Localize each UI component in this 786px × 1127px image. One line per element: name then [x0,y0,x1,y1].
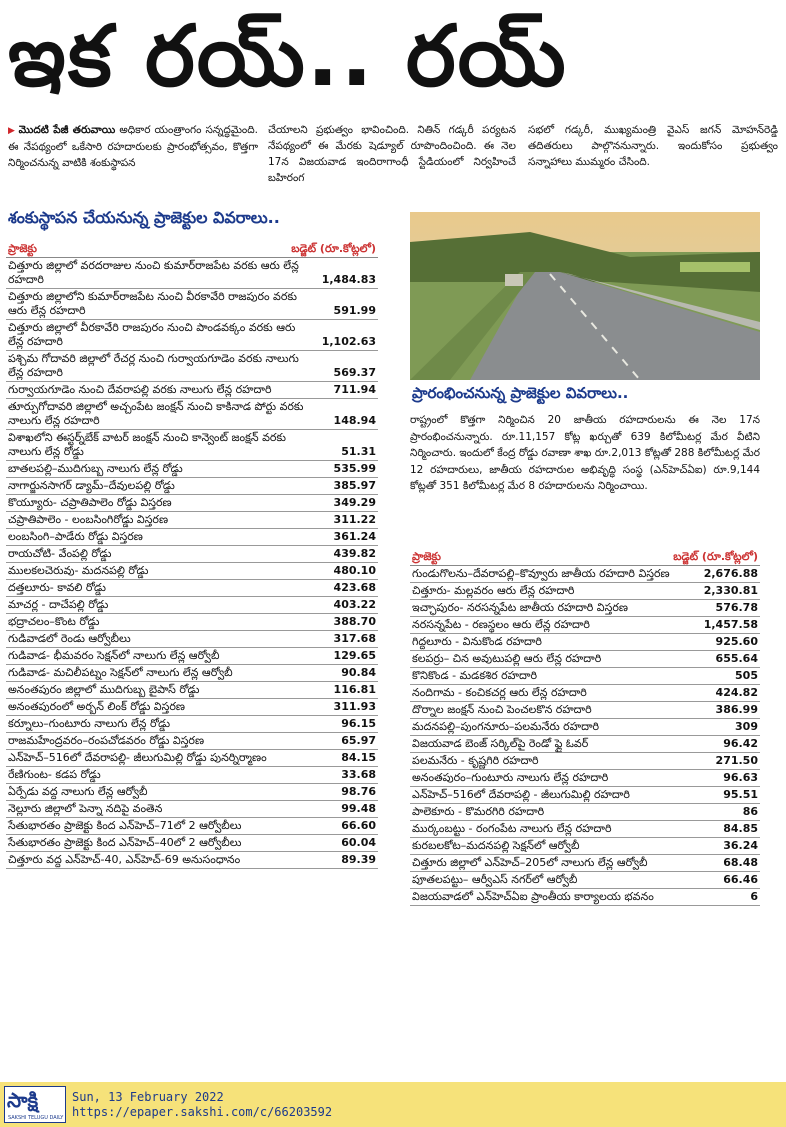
budget-value: 655.64 [715,652,758,665]
budget-value: 388.70 [333,615,376,628]
table-row [6,597,378,614]
project-name: లంబసింగి–పాడేరు రోడ్డు విస్తరణ [8,530,143,543]
project-name: బాతలపల్లి–ముదిగుబ్బ నాలుగు లేన్ల రోడ్డు [8,462,183,475]
budget-value: 2,676.88 [703,567,758,580]
project-name: పలమనేరు - కృష్ణగిరి రహదారి [412,754,539,767]
table-row [6,699,378,716]
budget-value: 36.24 [723,839,758,852]
project-name: చిత్తూరు జిల్లాలోని కుమార్‌రాజపేట నుంచి వీరకావేరి రాజపురం వరకు ఆరు లేన్ల రహదారి [8,290,297,317]
table-row [6,563,378,580]
intro-column-3: సభలో గడ్కరీ, ముఖ్యమంత్రి వైఎస్‌ జగన్‌ మోహన్‌రెడ్డి తదితరులు పాల్గొననున్నారు. ఇందుకోసం ప్రభుత్వం సన్నాహాలు ముమ్మరం చేసింది. [528,124,778,168]
table-row [410,838,760,855]
project-name: అనంతపురం–గుంటూరు నాలుగు లేన్ల రహదారి [412,771,609,784]
project-name: ఇచ్ఛాపురం- నరసన్నపేట జాతీయ రహదారి విస్తరణ [412,601,628,614]
budget-value: 271.50 [715,754,758,767]
budget-value: 86 [742,805,758,818]
budget-value: 576.78 [715,601,758,614]
table-row [6,733,378,750]
inauguration-projects-title: ప్రారంభించనున్న ప్రాజెక్టుల వివరాలు.. [412,384,629,402]
budget-value: 148.94 [333,414,376,427]
project-name: రాజమహేంద్రవరం–రంపచోడవరం రోడ్డు విస్తరణ [8,734,205,747]
table-header [6,240,378,258]
project-name: కొనికొండ - మడకశిర రహదారి [412,669,537,682]
table-row [410,634,760,651]
project-name: రేణిగుంట- కడప రోడ్డు [8,768,101,781]
table-row [410,753,760,770]
project-name: చిత్తూరు- మల్లవరం ఆరు లేన్ల రహదారి [412,584,575,597]
project-name: చిత్తూరు వద్ద ఎన్‌హెచ్‌-40, ఎన్‌హెచ్‌-69 అనుసంధానం [8,853,241,866]
table-row [410,583,760,600]
table-row [6,750,378,767]
table-row [6,461,378,478]
budget-value: 505 [735,669,758,682]
table-row [410,872,760,889]
project-name: గుండుగొలను–దేవరాపల్లి–కొవ్వూరు జాతీయ రహదారి విస్తరణ [412,567,670,580]
table-row [6,631,378,648]
budget-value: 480.10 [333,564,376,577]
col-budget-header: బడ్జెట్‌ (రూ.కోట్లలో) [673,550,758,563]
budget-value: 84.15 [341,751,376,764]
budget-value: 68.48 [723,856,758,869]
highway-photo [410,212,760,380]
project-name: పూతలపట్టు– ఆర్వీఎస్‌ నగర్‌లో ఆర్వోబీ [412,873,578,886]
project-name: గిద్దలూరు - వినుకొండ రహదారి [412,635,542,648]
budget-value: 95.51 [723,788,758,801]
budget-value: 925.60 [715,635,758,648]
table-row [6,648,378,665]
budget-value: 96.63 [723,771,758,784]
project-name: చిత్తూరు జిల్లాలో వీరకావేరి రాజపురం నుంచి పాండవక్కం వరకు ఆరు లేన్ల రహదారి [8,321,296,348]
table-row [410,719,760,736]
table-row [410,787,760,804]
table-row [410,685,760,702]
budget-value: 311.93 [333,700,376,713]
project-name: ములకలచెరువు- మదనపల్లి రోడ్డు [8,564,149,577]
table-row [6,351,378,382]
budget-value: 569.37 [333,366,376,379]
project-name: కర్నూలు–గుంటూరు నాలుగు లేన్ల రోడ్డు [8,717,171,730]
table-row [6,835,378,852]
project-name: పశ్చిమ గోదావరి జిల్లాలో రేచర్ల నుంచి గుర్వాయగూడెం వరకు నాలుగు లేన్ల రహదారి [8,352,299,379]
budget-value: 129.65 [333,649,376,662]
table-row [6,580,378,597]
table-row [410,770,760,787]
budget-value: 423.68 [333,581,376,594]
project-name: విజయవాడలో ఎన్‌హెచ్‌ఏఐ ప్రాంతీయ కార్యాలయ భవనం [412,890,654,903]
budget-value: 591.99 [333,304,376,317]
intro-kicker: మొదటి పేజీ తరువాయి [18,124,116,136]
project-name: భద్రాచలం–కొంట రోడ్డు [8,615,100,628]
col-project-header: ప్రాజెక్టు [8,242,37,255]
budget-value: 711.94 [333,383,376,396]
table-row [410,889,760,906]
table-row [6,665,378,682]
project-name: రాయచోటి- వేంపల్లి రోడ్డు [8,547,112,560]
budget-value: 60.04 [341,836,376,849]
project-name: మాచర్ల - దాచేపల్లి రోడ్డు [8,598,109,611]
triangle-icon: ▶ [8,126,16,136]
intro-column-2: చేయాలని ప్రభుత్వం భావించింది. నితిన్‌ గడ్కరీ పర్యటన నేపథ్యంలో ఈ మేరకు షెడ్యూల్‌ రూపొందించింది. ఈ నెల 17న విజయవాడ ఇందిరాగాంధీ స్టేడియంలో నిర్వహించే బహిరంగ [268,124,516,184]
col-budget-header: బడ్జెట్‌ (రూ.కోట్లలో) [291,242,376,255]
table-row [6,399,378,430]
budget-value: 51.31 [341,445,376,458]
table-row [410,736,760,753]
table-row [6,512,378,529]
table-row [6,614,378,631]
budget-value: 317.68 [333,632,376,645]
project-name: గుడివాడ- మచిలీపట్నం సెక్షన్‌లో నాలుగు లేన్ల ఆర్వోబీ [8,666,233,679]
intro-text-1: అధికార యంత్రాంగం సన్నద్ధమైంది. ఈ నేపథ్యంలో ఒకేసారి రహదారులకు ప్రారంభోత్సవం, కొత్తగా నిర్మించనున్న వాటికి శంకుస్థాపన [8,124,259,169]
project-name: తూర్పుగోదావరి జిల్లాలో అచ్చంపేట జంక్షన్‌ నుంచి కాకినాడ పోర్టు వరకు నాలుగు లేన్ల రహదారి [8,400,304,427]
foundation-projects-table [6,240,378,869]
footer-url[interactable]: https://epaper.sakshi.com/c/66203592 [72,1105,333,1119]
project-name: ఎన్‌హెచ్‌–516లో దేవరాపల్లి- జీలుగుమిల్లి రోడ్డు పునర్నిర్మాణం [8,751,267,764]
budget-value: 89.39 [341,853,376,866]
inauguration-story: రాష్ట్రంలో కొత్తగా నిర్మించిన 20 జాతీయ రహదారులను ఈ నెల 17న ప్రారంభించనున్నారు. రూ.11,157 కోట్ల ఖర్చుతో 639 కిలోమీటర్ల మేర వీటిని నిర్మించారు. ఇందులో కేంద్ర రోడ్డు రవాణా శాఖ రూ.2,013 కోట్లతో 288 కిలోమీటర్ల మేర 12 రహదారులు, జాతీయ రహదారుల అభివృద్ధి సంస్థ (ఎన్‌హెచ్‌ఏఐ) రూ.9,144 కోట్లతో 351 కిలోమీటర్ల మేర 8 రహదారులను నిర్మించాయి. [410,414,760,492]
table-row [6,852,378,869]
project-name: నాగార్జునసాగర్‌ డ్యామ్‌–దేవులపల్లి రోడ్డు [8,479,175,492]
table-row [410,855,760,872]
table-row [6,716,378,733]
table-row [6,495,378,512]
inauguration-projects-table [410,548,760,906]
project-name: ఎన్‌హెచ్‌–516లో దేవరాపల్లి - జీలుగుమిల్లి రహదారి [412,788,630,801]
budget-value: 361.24 [333,530,376,543]
table-row [410,566,760,583]
table-row [6,320,378,351]
project-name: గుర్వాయగూడెం నుంచి దేవరాపల్లి వరకు నాలుగు లేన్ల రహదారి [8,383,272,396]
footer-bar [0,1082,786,1127]
project-name: చప్రాతిపాలెం - లంబసింగిరోడ్డు విస్తరణ [8,513,169,526]
budget-value: 84.85 [723,822,758,835]
intro-column-1 [8,122,258,171]
project-name: ముర్కంబట్టు - రంగంపేట నాలుగు లేన్ల రహదారి [412,822,612,835]
col-project-header: ప్రాజెక్టు [412,550,441,563]
budget-value: 66.60 [341,819,376,832]
project-name: నరసన్నపేట - రణస్థలం ఆరు లేన్ల రహదారి [412,618,590,631]
table-row [6,478,378,495]
logo-text: సాక్షి [7,1088,39,1112]
project-name: గుడివాడ- భీమవరం సెక్షన్‌లో నాలుగు లేన్ల ఆర్వోబీ [8,649,220,662]
sakshi-logo[interactable] [4,1086,66,1123]
project-name: పాలెకూరు - కొమరగిరి రహదారి [412,805,545,818]
budget-value: 99.48 [341,802,376,815]
project-name: నెల్లూరు జిల్లాలో పెన్నా నదిపై వంతెన [8,802,163,815]
project-name: అనంతపురం జిల్లాలో ముదిగుబ్బ బైపాస్‌ రోడ్డు [8,683,200,696]
table-row [6,529,378,546]
project-name: దొర్నాల జంక్షన్‌ నుంచి పెంచలకొన రహదారి [412,703,592,716]
project-name: విజయవాడ బెంజ్‌ సర్కిల్‌పై రెండో ఫ్లై ఓవర్‌ [412,737,589,750]
project-name: సేతుభారతం ప్రాజెక్టు కింద ఎన్‌హెచ్‌–40లో 2 ఆర్వోబీలు [8,836,242,849]
budget-value: 535.99 [333,462,376,475]
table-row [410,617,760,634]
table-row [6,801,378,818]
budget-value: 98.76 [341,785,376,798]
table-row [6,784,378,801]
table-row [410,600,760,617]
budget-value: 349.29 [333,496,376,509]
budget-value: 90.84 [341,666,376,679]
budget-value: 96.42 [723,737,758,750]
budget-value: 309 [735,720,758,733]
project-name: కలపర్రు– చిన అవుటుపల్లి ఆరు లేన్ల రహదారి [412,652,602,665]
project-name: అనంతపురంలో అర్బన్‌ లింక్‌ రోడ్డు విస్తరణ [8,700,185,713]
project-name: ఏర్పేడు వద్ద నాలుగు లేన్ల ఆర్వోబీ [8,785,148,798]
table-row [410,821,760,838]
table-row [6,430,378,461]
headline: ఇక రయ్‌.. రయ్‌ [8,7,568,105]
table-row [6,546,378,563]
foundation-projects-title: శంకుస్థాపన చేయనున్న ప్రాజెక్టుల వివరాలు.. [8,208,280,227]
table-row [410,804,760,821]
project-name: విశాఖలోని ఈస్టర్న్‌బేక్‌ వాటర్‌ జంక్షన్‌ నుంచి కాన్వెంట్‌ జంక్షన్‌ వరకు నాలుగు లేన్ల రోడ్డు [8,431,286,458]
project-name: కొయ్యూరు- చప్రాతిపాలెం రోడ్డు విస్తరణ [8,496,172,509]
project-name: మదనపల్లి–పుంగనూరు–పలమనేరు రహదారి [412,720,600,733]
budget-value: 1,457.58 [703,618,758,631]
logo-subtext: SAKSHI TELUGU DAILY [8,1115,64,1121]
table-row [410,668,760,685]
table-row [6,682,378,699]
budget-value: 403.22 [333,598,376,611]
budget-value: 65.97 [341,734,376,747]
project-name: చిత్తూరు జిల్లాలో వరదరాజుల నుంచి కుమార్‌రాజపేట వరకు ఆరు లేన్ల రహదారి [8,259,299,286]
table-row [6,382,378,399]
table-row [6,289,378,320]
budget-value: 116.81 [333,683,376,696]
budget-value: 439.82 [333,547,376,560]
project-name: కురబలకోట–మదనపల్లి సెక్షన్‌లో ఆర్వోబీ [412,839,580,852]
budget-value: 96.15 [341,717,376,730]
budget-value: 66.46 [723,873,758,886]
budget-value: 1,484.83 [321,273,376,286]
table-row [6,258,378,289]
table-row [410,702,760,719]
table-row [410,651,760,668]
project-name: నందిగామ - కంచికచర్ల ఆరు లేన్ల రహదారి [412,686,587,699]
footer-date: Sun, 13 February 2022 [72,1090,224,1104]
budget-value: 33.68 [341,768,376,781]
project-name: సేతుభారతం ప్రాజెక్టు కింద ఎన్‌హెచ్‌–71లో 2 ఆర్వోబీలు [8,819,242,832]
table-header [410,548,760,566]
project-name: చిత్తూరు జిల్లాలో ఎన్‌హెచ్‌–205లో నాలుగు లేన్ల ఆర్వోబీ [412,856,648,869]
budget-value: 6 [750,890,758,903]
footer-text [72,1090,332,1120]
project-name: గుడివాడలో రెండు ఆర్వోబీలు [8,632,131,645]
table-row [6,767,378,784]
budget-value: 311.22 [333,513,376,526]
budget-value: 2,330.81 [703,584,758,597]
budget-value: 1,102.63 [321,335,376,348]
budget-value: 385.97 [333,479,376,492]
budget-value: 386.99 [715,703,758,716]
project-name: దత్తలూరు- కావలి రోడ్డు [8,581,106,594]
table-row [6,818,378,835]
budget-value: 424.82 [715,686,758,699]
